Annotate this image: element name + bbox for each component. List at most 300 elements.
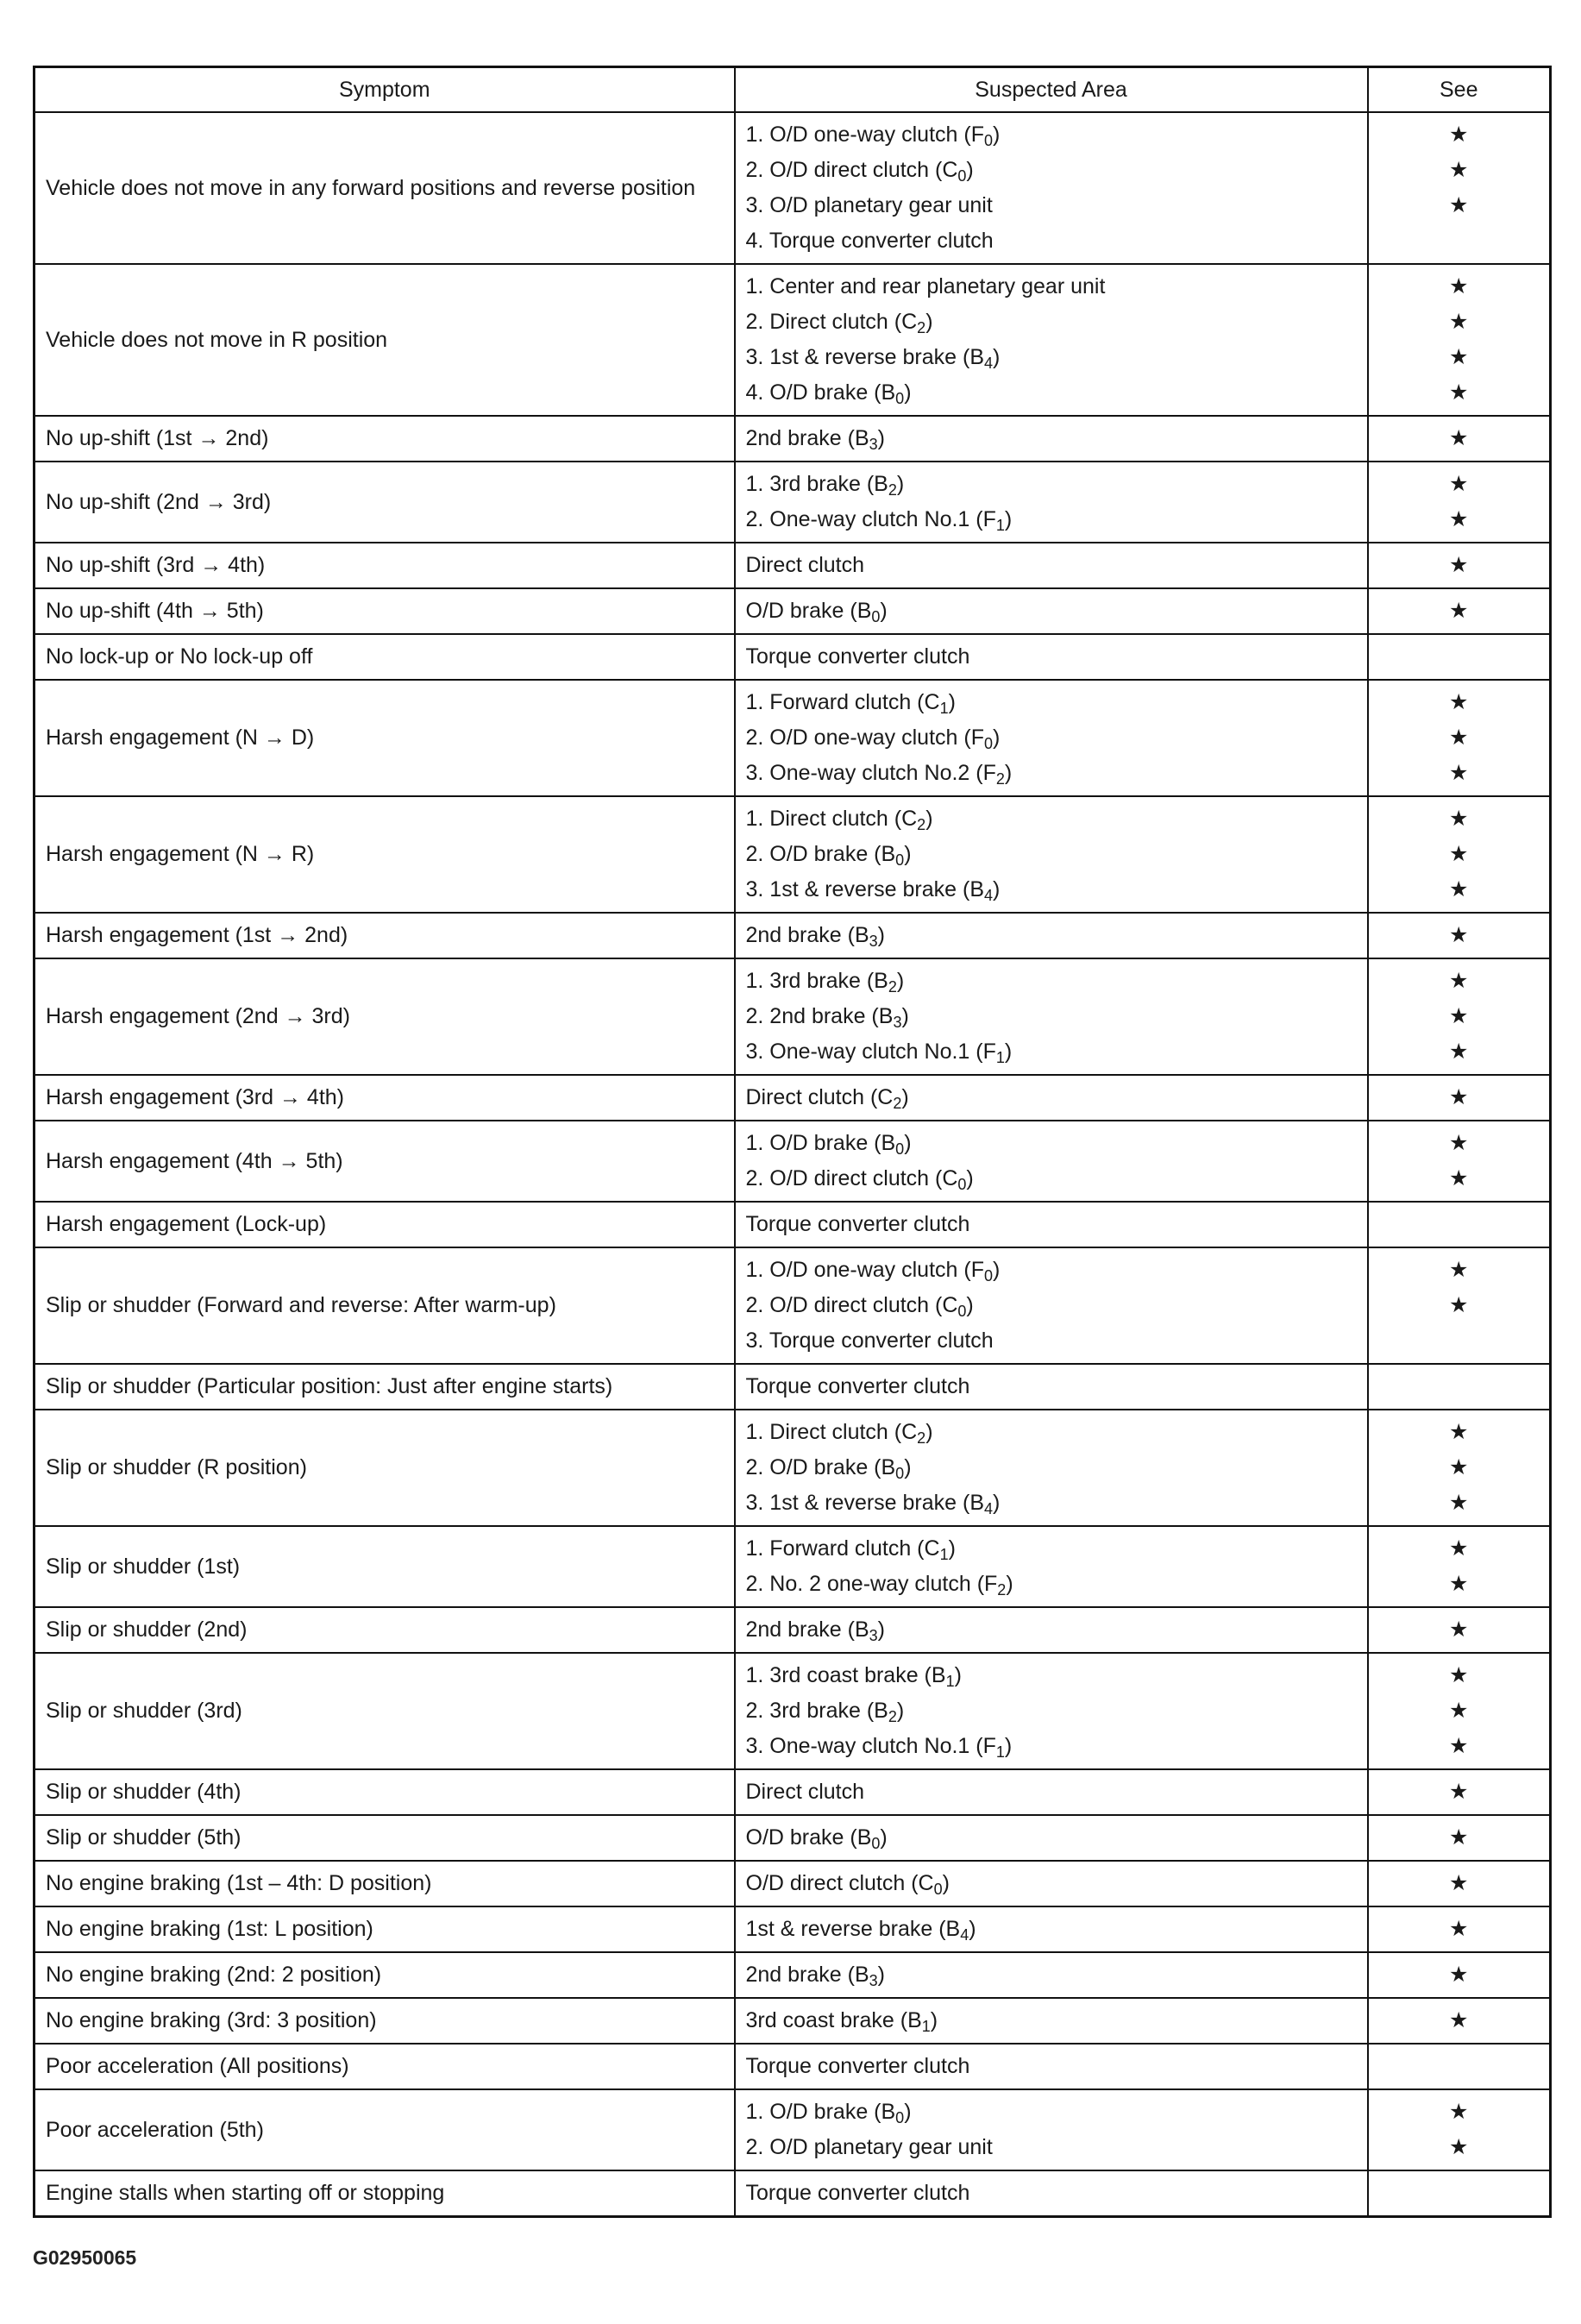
suspected-area-item [746,1288,1357,1323]
star-icon: ★ [1449,1572,1469,1596]
symptom-cell: Harsh engagement (1st → 2nd) [35,913,735,958]
symptom-cell: No up-shift (2nd → 3rd) [35,462,735,543]
area-text: 3rd coast brake (B [745,2008,922,2032]
table-row [35,1653,1551,1769]
see-cell [1368,958,1551,1075]
area-text-suffix: ) [877,1617,885,1642]
suspected-area-item [746,1034,1357,1070]
see-cell [1368,1075,1551,1121]
area-text-suffix: ) [1004,1734,1013,1758]
area-text: 2. One-way clutch No.1 (F [745,507,996,531]
area-text: 1. 3rd brake (B [745,472,888,496]
area-text-suffix: ) [880,1825,888,1850]
area-text-suffix: ) [901,1004,909,1028]
area-text: Torque converter clutch [745,2054,970,2078]
area-subscript: 2 [995,770,1005,788]
suspected-area-item [746,1658,1357,1693]
area-text-suffix: ) [966,1293,974,1317]
suspected-area-cell [735,1247,1368,1364]
symptom-cell: Harsh engagement (4th → 5th) [35,1121,735,1202]
table-row [35,462,1551,543]
suspected-area-cell [735,680,1368,796]
see-cell [1368,1769,1551,1815]
table-row [35,913,1551,958]
area-subscript: 3 [869,933,878,950]
star-icon: ★ [1449,472,1469,496]
see-cell [1368,543,1551,588]
suspected-area-cell [735,1653,1368,1769]
header-suspected-area: Suspected Area [735,67,1368,113]
area-text-suffix: ) [896,969,905,993]
area-text: 1. Forward clutch (C [745,690,940,714]
area-text: 1. Direct clutch (C [745,807,918,831]
star-icon: ★ [1449,2135,1469,2159]
area-text-suffix: ) [993,1258,1001,1282]
suspected-area-cell [735,112,1368,264]
suspected-area-cell [735,1075,1368,1121]
suspected-area-item [746,1729,1357,1764]
star-icon: ★ [1449,193,1469,217]
table-row [35,543,1551,588]
area-subscript: 0 [957,1176,967,1193]
area-subscript: 2 [917,816,926,833]
suspected-area-item [746,188,1357,223]
area-subscript: 0 [983,132,993,149]
suspected-area-item [746,1957,1357,1993]
area-text-suffix: ) [930,2008,938,2032]
area-text: 1. Forward clutch (C [745,1536,940,1561]
star-icon: ★ [1449,2100,1469,2124]
area-text: 2nd brake (B [745,923,869,947]
star-icon: ★ [1449,158,1469,182]
suspected-area-item [746,2049,1357,2084]
suspected-area-item [746,421,1357,456]
star-icon: ★ [1449,507,1469,531]
suspected-area-item [746,1323,1357,1359]
suspected-area-cell [735,1952,1368,1998]
area-subscript: 1 [945,1673,955,1690]
suspected-area-item [746,1866,1357,1901]
area-text: 2. O/D brake (B [745,842,896,866]
area-text-suffix: ) [969,1917,976,1941]
area-subscript: 0 [957,1303,967,1320]
area-text-suffix: ) [896,1699,905,1723]
star-icon: ★ [1449,599,1469,623]
header-see: See [1368,67,1551,113]
suspected-area-item [746,1080,1357,1115]
see-cell [1368,796,1551,913]
area-subscript: 2 [888,978,897,996]
table-row [35,1906,1551,1952]
area-text: 1. Center and rear planetary gear unit [745,274,1106,298]
suspected-area-cell [735,1906,1368,1952]
area-text-suffix: ) [942,1871,950,1895]
symptom-cell: No engine braking (3rd: 3 position) [35,1998,735,2044]
star-icon [1379,1369,1540,1404]
area-text: 1. O/D one-way clutch (F [745,1258,984,1282]
area-subscript: 1 [939,700,949,717]
area-text-suffix: ) [904,380,912,405]
suspected-area-item [746,999,1357,1034]
see-cell [1368,416,1551,462]
table-header-row [35,67,1551,113]
suspected-area-item [746,837,1357,872]
table-row [35,2170,1551,2217]
area-text-suffix: ) [904,2100,912,2124]
star-icon: ★ [1449,1963,1469,1987]
suspected-area-item [746,548,1357,583]
see-cell [1368,462,1551,543]
star-icon: ★ [1449,122,1469,147]
area-text-suffix: ) [948,690,956,714]
area-subscript: 0 [895,1465,905,1482]
star-icon: ★ [1449,1085,1469,1109]
suspected-area-item [746,1126,1357,1161]
area-text: Torque converter clutch [745,2181,970,2205]
area-text-suffix: ) [993,725,1001,750]
suspected-area-item [746,1485,1357,1521]
table-row [35,1526,1551,1607]
area-subscript: 3 [893,1014,902,1031]
area-text: 3. One-way clutch No.1 (F [745,1040,996,1064]
area-text: O/D brake (B [745,599,872,623]
star-icon [1379,639,1540,675]
suspected-area-cell [735,1815,1368,1861]
table-row [35,796,1551,913]
suspected-area-item [746,756,1357,791]
star-icon: ★ [1449,553,1469,577]
area-subscript: 2 [888,481,897,499]
star-icon: ★ [1449,1455,1469,1479]
star-icon: ★ [1449,1825,1469,1850]
see-cell [1368,634,1551,680]
suspected-area-item [746,117,1357,153]
area-text: 3. One-way clutch No.1 (F [745,1734,996,1758]
area-subscript: 0 [895,851,905,869]
area-subscript: 3 [869,1627,878,1644]
suspected-area-cell [735,634,1368,680]
area-text: 1. O/D one-way clutch (F [745,122,984,147]
area-text: 2. Direct clutch (C [745,310,918,334]
suspected-area-item [746,872,1357,908]
table-row [35,1075,1551,1121]
suspected-area-cell [735,2044,1368,2089]
symptom-cell: Slip or shudder (3rd) [35,1653,735,1769]
see-cell [1368,1815,1551,1861]
suspected-area-item [746,1567,1357,1602]
area-subscript: 1 [921,2018,931,2035]
table-row [35,1364,1551,1410]
table-row [35,1121,1551,1202]
suspected-area-item [746,153,1357,188]
star-icon: ★ [1449,1699,1469,1723]
star-icon: ★ [1449,807,1469,831]
suspected-area-item [746,720,1357,756]
symptom-cell: Slip or shudder (Particular position: Just after engine starts) [35,1364,735,1410]
area-text-suffix: ) [880,599,888,623]
star-icon: ★ [1449,1004,1469,1028]
area-subscript: 0 [957,167,967,185]
area-text: 2. O/D planetary gear unit [745,2135,993,2159]
suspected-area-item [746,1693,1357,1729]
table-row [35,1410,1551,1526]
area-text-suffix: ) [993,1491,1001,1515]
area-text: 2. No. 2 one-way clutch (F [745,1572,998,1596]
star-icon: ★ [1449,842,1469,866]
area-text: 3. One-way clutch No.2 (F [745,761,996,785]
star-icon: ★ [1449,725,1469,750]
area-text-suffix: ) [954,1663,962,1687]
table-row [35,416,1551,462]
area-text-suffix: ) [1004,507,1013,531]
area-text: 4. O/D brake (B [745,380,896,405]
table-row [35,680,1551,796]
symptom-cell: No engine braking (1st – 4th: D position) [35,1861,735,1906]
area-text: Direct clutch [745,553,865,577]
see-cell [1368,680,1551,796]
star-icon: ★ [1449,1258,1469,1282]
suspected-area-cell [735,1769,1368,1815]
star-icon [1379,1207,1540,1242]
area-subscript: 1 [939,1546,949,1563]
see-cell [1368,1526,1551,1607]
star-icon: ★ [1449,1040,1469,1064]
suspected-area-item [746,1207,1357,1242]
suspected-area-item [746,2003,1357,2038]
area-subscript: 0 [933,1881,943,1898]
area-text-suffix: ) [1004,761,1013,785]
area-text: Torque converter clutch [745,644,970,669]
suspected-area-item [746,1415,1357,1450]
suspected-area-item [746,801,1357,837]
see-cell [1368,1653,1551,1769]
see-cell [1368,1202,1551,1247]
area-text-suffix: ) [925,310,933,334]
suspected-area-cell [735,1121,1368,1202]
star-icon: ★ [1449,690,1469,714]
star-icon [1379,1323,1540,1359]
area-text-suffix: ) [966,158,974,182]
suspected-area-item [746,685,1357,720]
suspected-area-item [746,305,1357,340]
see-cell [1368,264,1551,416]
suspected-area-item [746,502,1357,537]
area-text: Direct clutch (C [745,1085,894,1109]
area-text: 2. 2nd brake (B [745,1004,894,1028]
suspected-area-item [746,594,1357,629]
star-icon [1379,223,1540,259]
suspected-area-item [746,1253,1357,1288]
symptom-cell: Harsh engagement (2nd → 3rd) [35,958,735,1075]
suspected-area-cell [735,1364,1368,1410]
area-subscript: 2 [893,1095,902,1112]
suspected-area-cell [735,543,1368,588]
area-subscript: 0 [871,1835,881,1852]
suspected-area-item [746,1450,1357,1485]
table-row [35,2089,1551,2170]
suspected-area-cell [735,588,1368,634]
area-text-suffix: ) [877,923,885,947]
symptom-cell: No up-shift (4th → 5th) [35,588,735,634]
area-subscript: 4 [984,887,994,904]
star-icon: ★ [1449,1166,1469,1190]
table-row [35,588,1551,634]
table-row [35,1952,1551,1998]
see-cell [1368,2044,1551,2089]
area-subscript: 0 [983,1267,993,1284]
symptom-cell: Poor acceleration (All positions) [35,2044,735,2089]
symptom-cell: No up-shift (3rd → 4th) [35,543,735,588]
see-cell [1368,112,1551,264]
star-icon: ★ [1449,1663,1469,1687]
area-subscript: 2 [917,1429,926,1447]
symptom-cell: Vehicle does not move in R position [35,264,735,416]
table-row [35,1861,1551,1906]
area-subscript: 4 [960,1926,969,1944]
suspected-area-item [746,639,1357,675]
suspected-area-cell [735,796,1368,913]
table-row [35,1202,1551,1247]
see-cell [1368,1247,1551,1364]
suspected-area-item [746,467,1357,502]
area-text: 2. O/D one-way clutch (F [745,725,984,750]
star-icon: ★ [1449,426,1469,450]
suspected-area-cell [735,1202,1368,1247]
area-text: 2nd brake (B [745,426,869,450]
area-text: 2. O/D direct clutch (C [745,1166,958,1190]
see-cell [1368,2170,1551,2217]
table-row [35,1769,1551,1815]
symptom-cell: Poor acceleration (5th) [35,2089,735,2170]
area-text: O/D direct clutch (C [745,1871,934,1895]
area-text-suffix: ) [1006,1572,1013,1596]
symptom-cell: Slip or shudder (2nd) [35,1607,735,1653]
area-subscript: 2 [888,1708,897,1725]
see-cell [1368,1861,1551,1906]
area-subscript: 0 [983,735,993,752]
see-cell [1368,1121,1551,1202]
star-icon: ★ [1449,274,1469,298]
area-subscript: 2 [917,319,926,336]
area-text-suffix: ) [948,1536,956,1561]
area-text-suffix: ) [896,472,905,496]
area-text-suffix: ) [993,345,1001,369]
area-text: 3. 1st & reverse brake (B [745,345,985,369]
area-subscript: 2 [997,1581,1007,1599]
star-icon: ★ [1449,1917,1469,1941]
star-icon: ★ [1449,1780,1469,1804]
area-text-suffix: ) [993,122,1001,147]
symptom-cell: No up-shift (1st → 2nd) [35,416,735,462]
star-icon: ★ [1449,1491,1469,1515]
star-icon: ★ [1449,1617,1469,1642]
area-text: 1. O/D brake (B [745,1131,896,1155]
star-icon: ★ [1449,969,1469,993]
area-text: 2nd brake (B [745,1963,869,1987]
area-subscript: 0 [871,608,881,625]
star-icon: ★ [1449,1420,1469,1444]
figure-id: G02950065 [33,2246,137,2269]
star-icon: ★ [1449,345,1469,369]
symptom-cell: Slip or shudder (Forward and reverse: After warm-up) [35,1247,735,1364]
table-row [35,1247,1551,1364]
area-text: 1. 3rd coast brake (B [745,1663,946,1687]
suspected-area-item [746,2130,1357,2165]
area-subscript: 1 [995,1049,1005,1066]
area-text: 3. 1st & reverse brake (B [745,1491,985,1515]
area-text: O/D brake (B [745,1825,872,1850]
table-row [35,2044,1551,2089]
symptom-cell: Slip or shudder (4th) [35,1769,735,1815]
suspected-area-item [746,1774,1357,1810]
symptom-cell: Slip or shudder (5th) [35,1815,735,1861]
table-row [35,1998,1551,2044]
see-cell [1368,913,1551,958]
area-text: 3. 1st & reverse brake (B [745,877,985,901]
area-text: 1st & reverse brake (B [745,1917,961,1941]
area-text-suffix: ) [925,1420,933,1444]
table-row [35,1607,1551,1653]
see-cell [1368,2089,1551,2170]
area-text: 2. O/D direct clutch (C [745,1293,958,1317]
see-cell [1368,588,1551,634]
suspected-area-cell [735,462,1368,543]
area-text: 4. Torque converter clutch [745,229,994,253]
suspected-area-cell [735,1410,1368,1526]
suspected-area-cell [735,1998,1368,2044]
suspected-area-cell [735,1526,1368,1607]
area-subscript: 0 [895,390,905,407]
area-text: 2. 3rd brake (B [745,1699,888,1723]
star-icon: ★ [1449,1293,1469,1317]
area-text: Torque converter clutch [745,1374,970,1398]
area-text: 3. O/D planetary gear unit [745,193,993,217]
troubleshooting-sheet [33,66,1549,2218]
see-cell [1368,1906,1551,1952]
area-text-suffix: ) [993,877,1001,901]
area-text-suffix: ) [966,1166,974,1190]
star-icon [1379,2049,1540,2084]
area-text: 3. Torque converter clutch [745,1328,994,1353]
symptom-cell: Harsh engagement (Lock-up) [35,1202,735,1247]
see-cell [1368,1410,1551,1526]
suspected-area-cell [735,264,1368,416]
star-icon [1379,2176,1540,2211]
suspected-area-item [746,340,1357,375]
area-subscript: 3 [869,436,878,453]
symptom-cell: Vehicle does not move in any forward positions and reverse position [35,112,735,264]
table-body [35,112,1551,2217]
suspected-area-item [746,2095,1357,2130]
area-text-suffix: ) [877,426,885,450]
area-subscript: 4 [984,355,994,372]
area-subscript: 1 [995,517,1005,534]
star-icon: ★ [1449,380,1469,405]
suspected-area-item [746,375,1357,411]
area-text: 2. O/D direct clutch (C [745,158,958,182]
header-symptom: Symptom [35,67,735,113]
symptom-cell: Slip or shudder (1st) [35,1526,735,1607]
suspected-area-cell [735,958,1368,1075]
symptom-table [33,66,1552,2218]
symptom-cell: Engine stalls when starting off or stopping [35,2170,735,2217]
symptom-cell: Harsh engagement (N → D) [35,680,735,796]
area-text: 2nd brake (B [745,1617,869,1642]
area-text: Direct clutch [745,1780,865,1804]
suspected-area-cell [735,416,1368,462]
symptom-cell: Harsh engagement (3rd → 4th) [35,1075,735,1121]
suspected-area-cell [735,2089,1368,2170]
